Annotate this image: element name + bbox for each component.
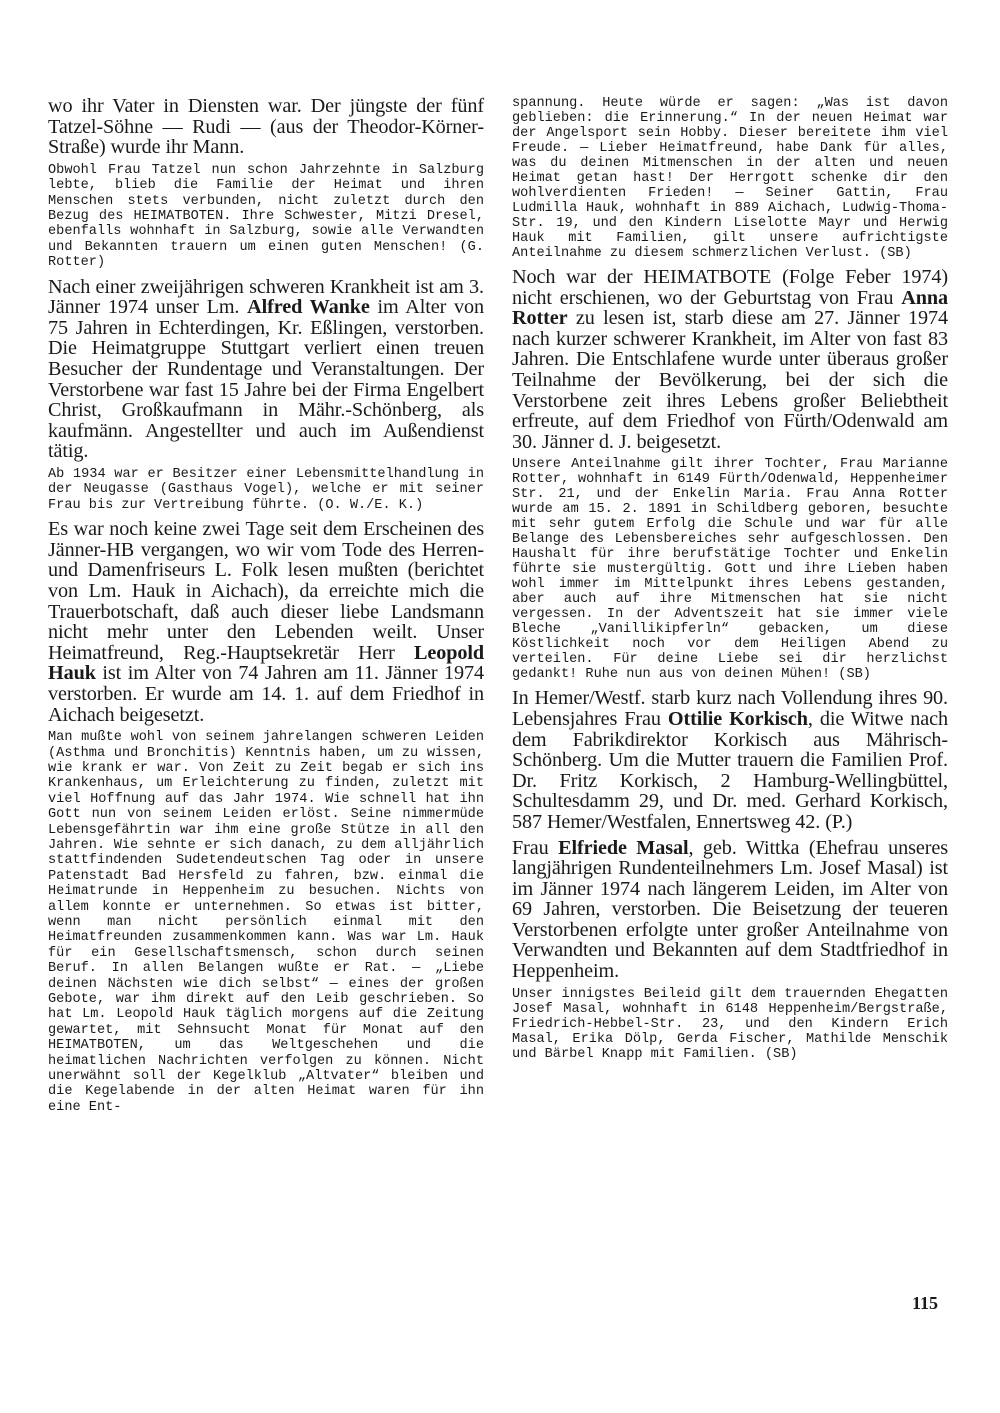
name-ottilie-korkisch: Ottilie Korkisch (667, 707, 808, 730)
article-wanke-details: Ab 1934 war er Besitzer einer Lebensmittelhandlung in der Neugasse (Gasthaus Vogel), welche er mit seiner Frau bis zur Vertreibung führte. (O. W./E. K.) (48, 466, 484, 513)
name-leopold-hauk: Leopold Hauk (48, 641, 484, 685)
article-korkisch-intro: In Hemer/Westf. starb kurz nach Vollendung ihres 90. Lebensjahres Frau (512, 687, 948, 730)
article-hauk-body: ist im Alter von 74 Jahren am 11. Jänner 1974 verstorben. Er wurde am 14. 1. auf dem Friedhof in Aichach beigesetzt. (48, 662, 484, 726)
article-hauk (48, 519, 484, 725)
article-hauk-intro: Es war noch keine zwei Tage seit dem Erscheinen des Jänner-HB vergangen, wo wir vom Tode des Herren- und Damenfriseurs L. Folk lesen mußten (berichtet von Lm. Hauk in Aichach), da erreichte mich die Trauerbotschaft, daß auch dieser liebe Landsmann nicht mehr unter den Lebenden weilt. Unser Heimatfreund, Reg.-Hauptsekretär Herr (48, 518, 484, 664)
article-korkisch (512, 688, 948, 832)
article-rotter-body: zu lesen ist, starb diese am 27. Jänner 1974 nach kurzer schwerer Krankheit, im Alter von fast 83 Jahren. Die Entschlafene wurde unter überaus großer Teilnahme der Bevölkerung, bei der sich die Verstorbene zeit ihres Lebens großer Beliebtheit erfreute, auf dem Friedhof von Fürth/Odenwald am 30. Jänner d. J. beigesetzt. (512, 307, 949, 453)
page-number: 115 (912, 1293, 939, 1313)
name-elfriede-masal: Elfriede Masal (558, 836, 689, 859)
article-rotter-intro: Noch war der HEIMATBOTE (Folge Feber 1974) nicht erschienen, wo der Geburtstag von Frau (512, 266, 948, 309)
right-column (512, 96, 948, 1068)
article-korkisch-body: , die Witwe nach dem Fabrikdirektor Korkisch aus Mährisch-Schönberg. Um die Mutter trauern die Familien Prof. Dr. Fritz Korkisch, 2 Hamburg-Wellingbüttel, Schultesdamm 29, und Dr. med. Gerhard Korkisch, 587 Hemer/Westfalen, Ennertsweg 42. (P.) (512, 707, 948, 833)
left-column (48, 96, 484, 1121)
article-tatzel-continued: wo ihr Vater in Diensten war. Der jüngste der fünf Tatzel-Söhne — Rudi — (aus der Theodor-Körner-Straße) wurde ihr Mann. (48, 95, 484, 159)
article-masal-details: Unser innigstes Beileid gilt dem trauernden Ehegatten Josef Masal, wohnhaft in 6148 Heppenheim/Bergstraße, Friedrich-Hebbel-Str. 23, und den Kindern Erich Masal, Erika Dölp, Gerda Fischer, Mathilde Menschik und Bärbel Knapp mit Familien. (SB) (512, 986, 948, 1062)
article-hauk-details-continued: spannung. Heute würde er sagen: „Was ist davon geblieben: die Erinnerung.“ In der neuen Heimat war der Angelsport sein Hobby. Dieser bereitete ihm viel Freude. — Lieber Heimatfreund, habe Dank für alles, was du deinen Mitmenschen in der alten und neuen Heimat getan hast! Der Herrgott schenke dir den wohlverdienten Frieden! — Seiner Gattin, Frau Ludmilla Hauk, wohnhaft in 889 Aichach, Ludwig-Thoma-Str. 19, und den Kindern Liselotte Mayr und Herwig Hauk mit Familien, gilt unsere aufrichtigste Anteilnahme zu diesem schmerzlichen Verlust. (SB) (512, 96, 948, 261)
article-wanke (48, 277, 484, 462)
article-wanke-intro: Nach einer zweijährigen schweren Krankheit ist am 3. Jänner 1974 unser Lm. (48, 275, 484, 319)
article-rotter (512, 267, 948, 452)
article-masal (512, 838, 948, 982)
name-alfred-wanke: Alfred Wanke (247, 296, 370, 319)
article-wanke-body: im Alter von 75 Jahren in Echterdingen, Kr. Eßlingen, verstorben. Die Heimatgruppe Stuttgart verliert einen treuen Besucher der Rundentage und Veranstaltungen. Der Verstorbene war fast 15 Jahre bei der Firma Engelbert Christ, Großkaufmann in Mähr.-Schönberg, als kaufmänn. Angestellter und auch im Außendienst tätig. (48, 296, 484, 463)
article-rotter-details: Unsere Anteilnahme gilt ihrer Tochter, Frau Marianne Rotter, wohnhaft in 6149 Fürth/Odenwald, Heppenheimer Str. 21, und der Enkelin Maria. Frau Anna Rotter wurde am 15. 2. 1891 in Schildberg geboren, besuchte mit sehr gutem Erfolg die Schule und war für alle Belange des Lebensbereiches sehr aufgeschlossen. Den Haushalt für ihre berufstätige Tochter und Enkelin führte sie mustergültig. Gott und ihre Lieben haben wohl immer im Mittelpunkt ihres Lebens gestanden, aber auch auf ihre Mitmenschen hat sie nicht vergessen. In der Adventszeit hat sie immer viele Bleche „Vanillikipferln“ gebacken, um diese Köstlichkeit noch vor dem Heiligen Abend zu verteilen. Für deine Liebe sei dir herzlichst gedankt! Ruhe nun aus von deinen Mühen! (SB) (512, 457, 948, 683)
article-tatzel-details: Obwohl Frau Tatzel nun schon Jahrzehnte in Salzburg lebte, blieb die Familie der Heimat und ihren Menschen stets verbunden, nicht zuletzt durch den Bezug des HEIMATBOTEN. Ihre Schwester, Mitzi Dresel, ebenfalls wohnhaft in Salzburg, sowie alle Verwandten und Bekannten trauern um einen guten Menschen! (G. Rotter) (48, 162, 484, 271)
article-masal-intro: Frau (512, 836, 549, 859)
article-hauk-details: Man mußte wohl von seinem jahrelangen schweren Leiden (Asthma und Bronchitis) Kenntnis haben, um zu wissen, wie krank er war. Von Zeit zu Zeit begab er sich ins Krankenhaus, um Erleichterung zu finden, zuletzt mit viel Hoffnung auf das Jahr 1974. Wie schnell hat ihn Gott nun von seinem Leiden erlöst. Seine nimmermüde Lebensgefährtin war ihm eine große Stütze in all den Jahren. Wie sehnte er sich danach, zu dem alljährlich stattfindenden Sudetendeutschen Tag oder in unsere Patenstadt Bad Hersfeld zu fahren, bzw. einmal die Heimatrunde in Heppenheim zu besuchen. Nichts von allem konnte er unternehmen. So etwas ist bitter, wenn man nicht persönlich einmal mit den Heimatfreunden zusammenkommen kann. Was war Lm. Hauk für ein Gesellschaftsmensch, schon durch seinen Beruf. In allen Belangen wußte er Rat. — „Liebe deinen Nächsten wie dich selbst“ — eines der großen Gebote, war ihm direkt auf den Leib geschrieben. So hat Lm. Leopold Hauk täglich morgens auf die Zeitung gewartet, mit Sehnsucht Monat für Monat auf den HEIMATBOTEN, um das Weltgeschehen und die heimatlichen Nachrichten verfolgen zu können. Nicht unerwähnt soll der Kegelklub „Altvater“ bleiben und die Kegelabende in der alten Heimat waren für ihn eine Ent- (48, 730, 484, 1115)
name-anna-rotter: Anna Rotter (512, 286, 949, 330)
article-masal-body: , geb. Wittka (Ehefrau unseres langjährigen Rundenteilnehmers Lm. Josef Masal) ist im Jänner 1974 nach längerem Leiden, im Alter von 69 Jahren, verstorben. Die Beisetzung der teueren Verstorbenen erfolgte unter großer Anteilnahme von Verwandten und Bekannten auf dem Stadtfriedhof in Heppenheim. (512, 836, 948, 983)
